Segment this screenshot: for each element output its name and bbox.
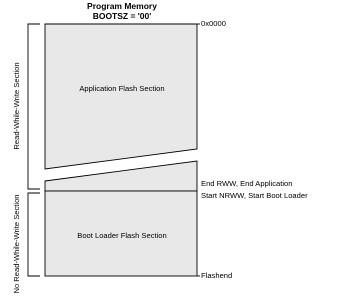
start-nrww-label: Start NRWW, Start Boot Loader xyxy=(201,191,308,200)
rww-section-label: Read-While-Write Section xyxy=(12,62,21,150)
application-flash-region xyxy=(45,24,197,169)
diagram-subtitle: BOOTSZ = '00' xyxy=(92,11,152,21)
application-flash-label: Application Flash Section xyxy=(79,84,165,93)
boot-loader-flash-label: Boot Loader Flash Section xyxy=(77,231,167,240)
rww-section-bracket xyxy=(28,24,40,189)
nrww-section-bracket xyxy=(28,193,40,276)
flashend-label: Flashend xyxy=(201,271,233,280)
nrww-section-label: No Read-While-Write Section xyxy=(12,194,21,294)
address-start-label: 0x0000 xyxy=(201,19,226,28)
diagram-title: Program Memory xyxy=(87,1,157,11)
end-rww-label: End RWW, End Application xyxy=(201,179,293,188)
